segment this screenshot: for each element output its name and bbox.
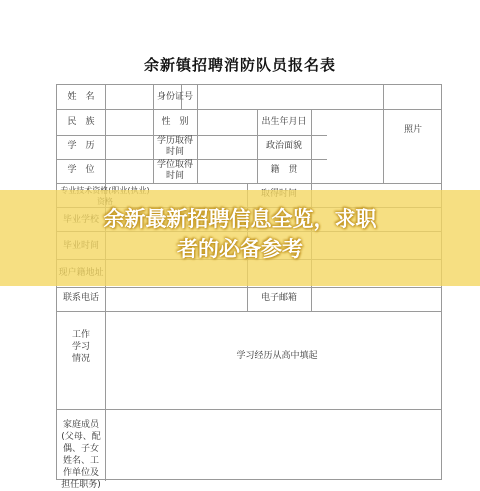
label-ethnicity: 民 族: [67, 117, 95, 127]
row-divider: [57, 287, 442, 288]
work-history-note: 学习经历从高中填起: [236, 351, 318, 361]
label-id-number: 身份证号: [156, 92, 193, 102]
label-family-members: 家庭成员(父母、配偶、子女姓名、工作单位及担任职务): [61, 420, 101, 490]
label-degree-date: 学位取得时间: [156, 160, 193, 181]
headline-line-1: 余新最新招聘信息全览，求职: [103, 207, 377, 231]
headline-line-2: 者的必备参考: [177, 237, 303, 261]
label-phone: 联系电话: [62, 293, 99, 303]
label-education-date: 学历取得时间: [156, 136, 193, 157]
row-divider: [57, 109, 442, 110]
label-birth-date: 出生年月日: [261, 117, 307, 127]
label-native-place: 籍 贯: [270, 165, 298, 175]
label-gender: 性 别: [161, 117, 189, 127]
label-work-history: 工作学习情况: [71, 330, 90, 364]
label-political-status: 政治面貌: [265, 141, 302, 151]
col-divider: [197, 85, 198, 183]
col-divider: [383, 85, 384, 183]
form-title: 余新镇招聘消防队员报名表: [143, 56, 336, 74]
row-divider: [57, 311, 442, 312]
label-email: 电子邮箱: [260, 293, 297, 303]
col-divider: [311, 109, 312, 183]
label-education: 学 历: [67, 141, 95, 151]
row-divider: [57, 183, 442, 184]
label-photo: 照片: [403, 125, 422, 135]
row-divider: [57, 409, 442, 410]
label-name: 姓 名: [67, 92, 95, 102]
headline-text: [0, 204, 480, 264]
label-degree: 学 位: [67, 165, 95, 175]
